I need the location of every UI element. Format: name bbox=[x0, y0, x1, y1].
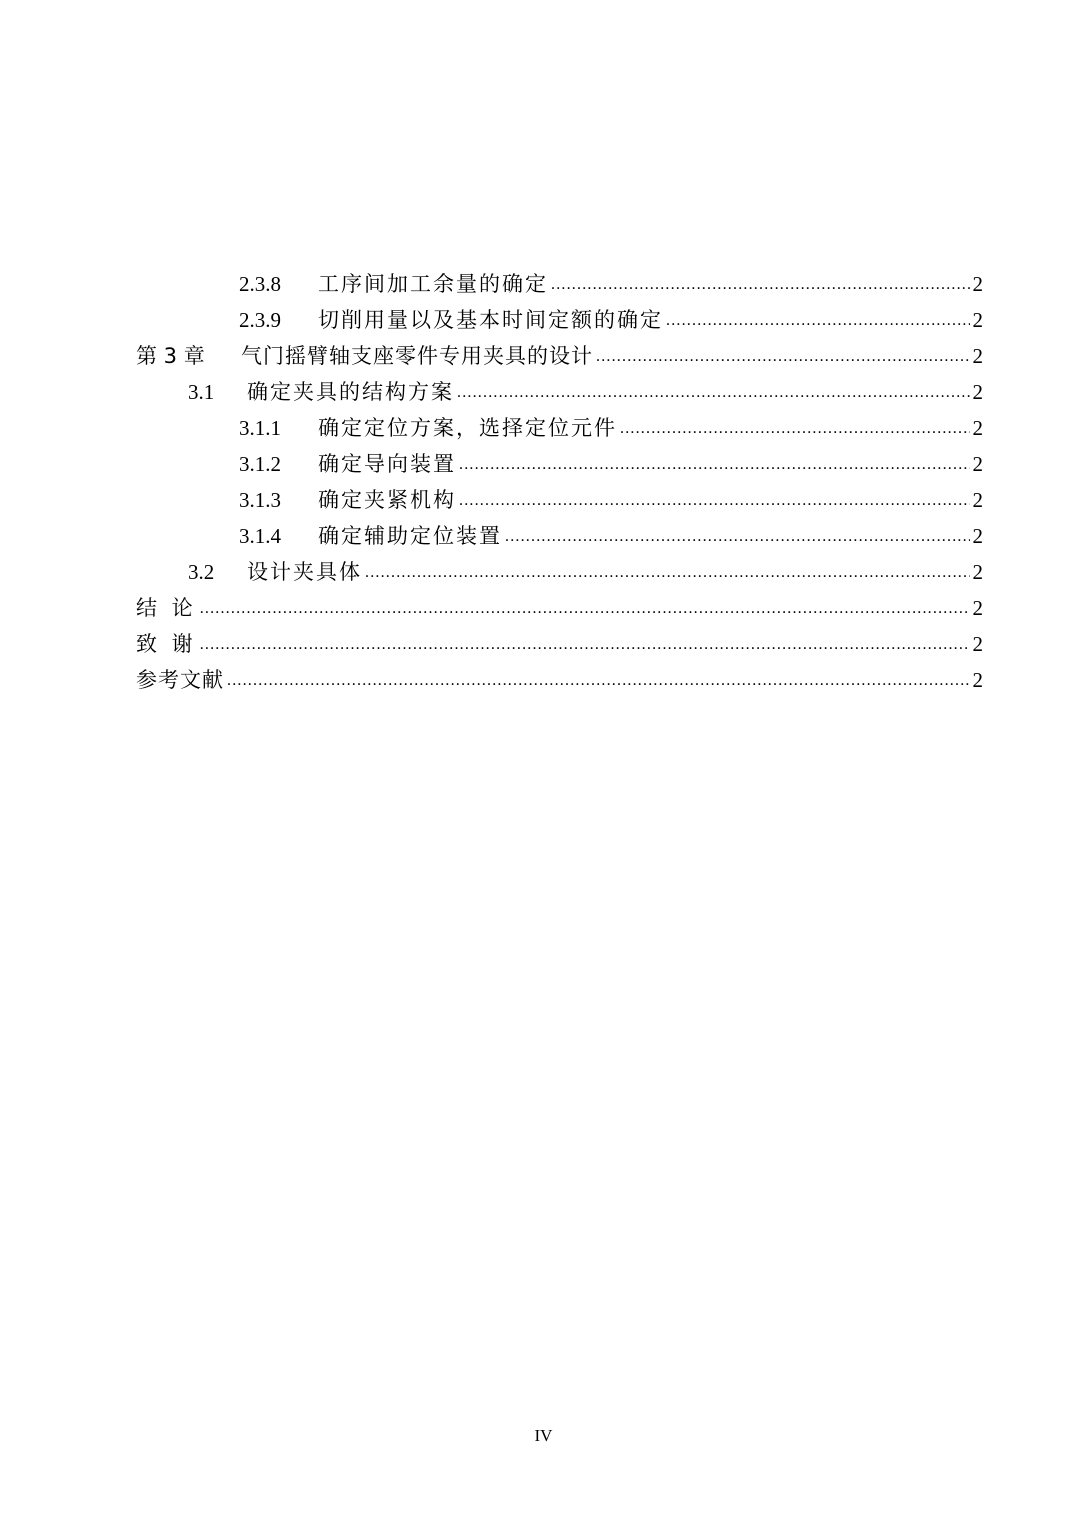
dot-leader bbox=[457, 374, 970, 410]
toc-entry-page: 2 bbox=[972, 560, 983, 584]
toc-entry-number: 3.2 bbox=[188, 560, 215, 584]
toc-entry-number: 2.3.8 bbox=[239, 272, 281, 296]
dot-leader bbox=[551, 266, 970, 302]
toc-entry-title: 参考文献 bbox=[136, 668, 224, 692]
toc-entry-2-3-8[interactable] bbox=[239, 266, 983, 302]
toc-entry-page: 2 bbox=[972, 488, 983, 512]
toc-entry-title: 切削用量以及基本时间定额的确定 bbox=[318, 308, 663, 332]
toc-entry-3-1-2[interactable] bbox=[239, 446, 983, 482]
toc-entry-3-1-3[interactable] bbox=[239, 482, 983, 518]
toc-entry-page: 2 bbox=[972, 272, 983, 296]
toc-entry-page: 2 bbox=[972, 596, 983, 620]
toc-entry-title: 确定夹具的结构方案 bbox=[247, 380, 454, 404]
dot-leader bbox=[200, 626, 970, 662]
dot-leader bbox=[459, 482, 970, 518]
toc-entry-page: 2 bbox=[972, 668, 983, 692]
toc-entry-number: 2.3.9 bbox=[239, 308, 281, 332]
dot-leader bbox=[620, 410, 970, 446]
toc-entry-references[interactable] bbox=[136, 662, 983, 698]
toc-entry-number: 3.1.1 bbox=[239, 416, 281, 440]
toc-entry-page: 2 bbox=[972, 380, 983, 404]
toc-entry-number: 3.1.3 bbox=[239, 488, 281, 512]
dot-leader bbox=[459, 446, 970, 482]
toc-entry-title: 确定导向装置 bbox=[318, 452, 456, 476]
toc-entry-title: 结 论 bbox=[136, 596, 197, 620]
dot-leader bbox=[200, 590, 970, 626]
toc-entry-page: 2 bbox=[972, 416, 983, 440]
toc-entry-conclusion[interactable] bbox=[136, 590, 983, 626]
toc-entry-title: 致 谢 bbox=[136, 632, 197, 656]
page-number-footer: IV bbox=[534, 1426, 553, 1445]
dot-leader bbox=[365, 554, 970, 590]
toc-entry-title: 气门摇臂轴支座零件专用夹具的设计 bbox=[241, 344, 593, 368]
toc-entry-title: 设计夹具体 bbox=[247, 560, 362, 584]
toc-entry-page: 2 bbox=[972, 344, 983, 368]
toc-entry-title: 确定夹紧机构 bbox=[318, 488, 456, 512]
toc-entry-number: 第 3 章 bbox=[136, 344, 205, 368]
toc-entry-page: 2 bbox=[972, 632, 983, 656]
toc-entry-3-1-4[interactable] bbox=[239, 518, 983, 554]
toc-entry-page: 2 bbox=[972, 452, 983, 476]
toc-entry-title: 确定定位方案，选择定位元件 bbox=[318, 416, 617, 440]
toc-entry-title: 工序间加工余量的确定 bbox=[318, 272, 548, 296]
toc-entry-3-2[interactable] bbox=[188, 554, 983, 590]
dot-leader bbox=[505, 518, 970, 554]
toc-entry-page: 2 bbox=[972, 308, 983, 332]
toc-entry-number: 3.1 bbox=[188, 380, 215, 404]
dot-leader bbox=[596, 338, 970, 374]
toc-entry-page: 2 bbox=[972, 524, 983, 548]
dot-leader bbox=[666, 302, 970, 338]
toc-entry-2-3-9[interactable] bbox=[239, 302, 983, 338]
toc-entry-number: 3.1.2 bbox=[239, 452, 281, 476]
toc-entry-3-1[interactable] bbox=[188, 374, 983, 410]
toc-entry-3-1-1[interactable] bbox=[239, 410, 983, 446]
dot-leader bbox=[227, 662, 970, 698]
toc-entry-acknowledgements[interactable] bbox=[136, 626, 983, 662]
toc-entry-chapter-3[interactable] bbox=[136, 338, 983, 374]
toc-entry-title: 确定辅助定位装置 bbox=[318, 524, 502, 548]
toc-entry-number: 3.1.4 bbox=[239, 524, 281, 548]
